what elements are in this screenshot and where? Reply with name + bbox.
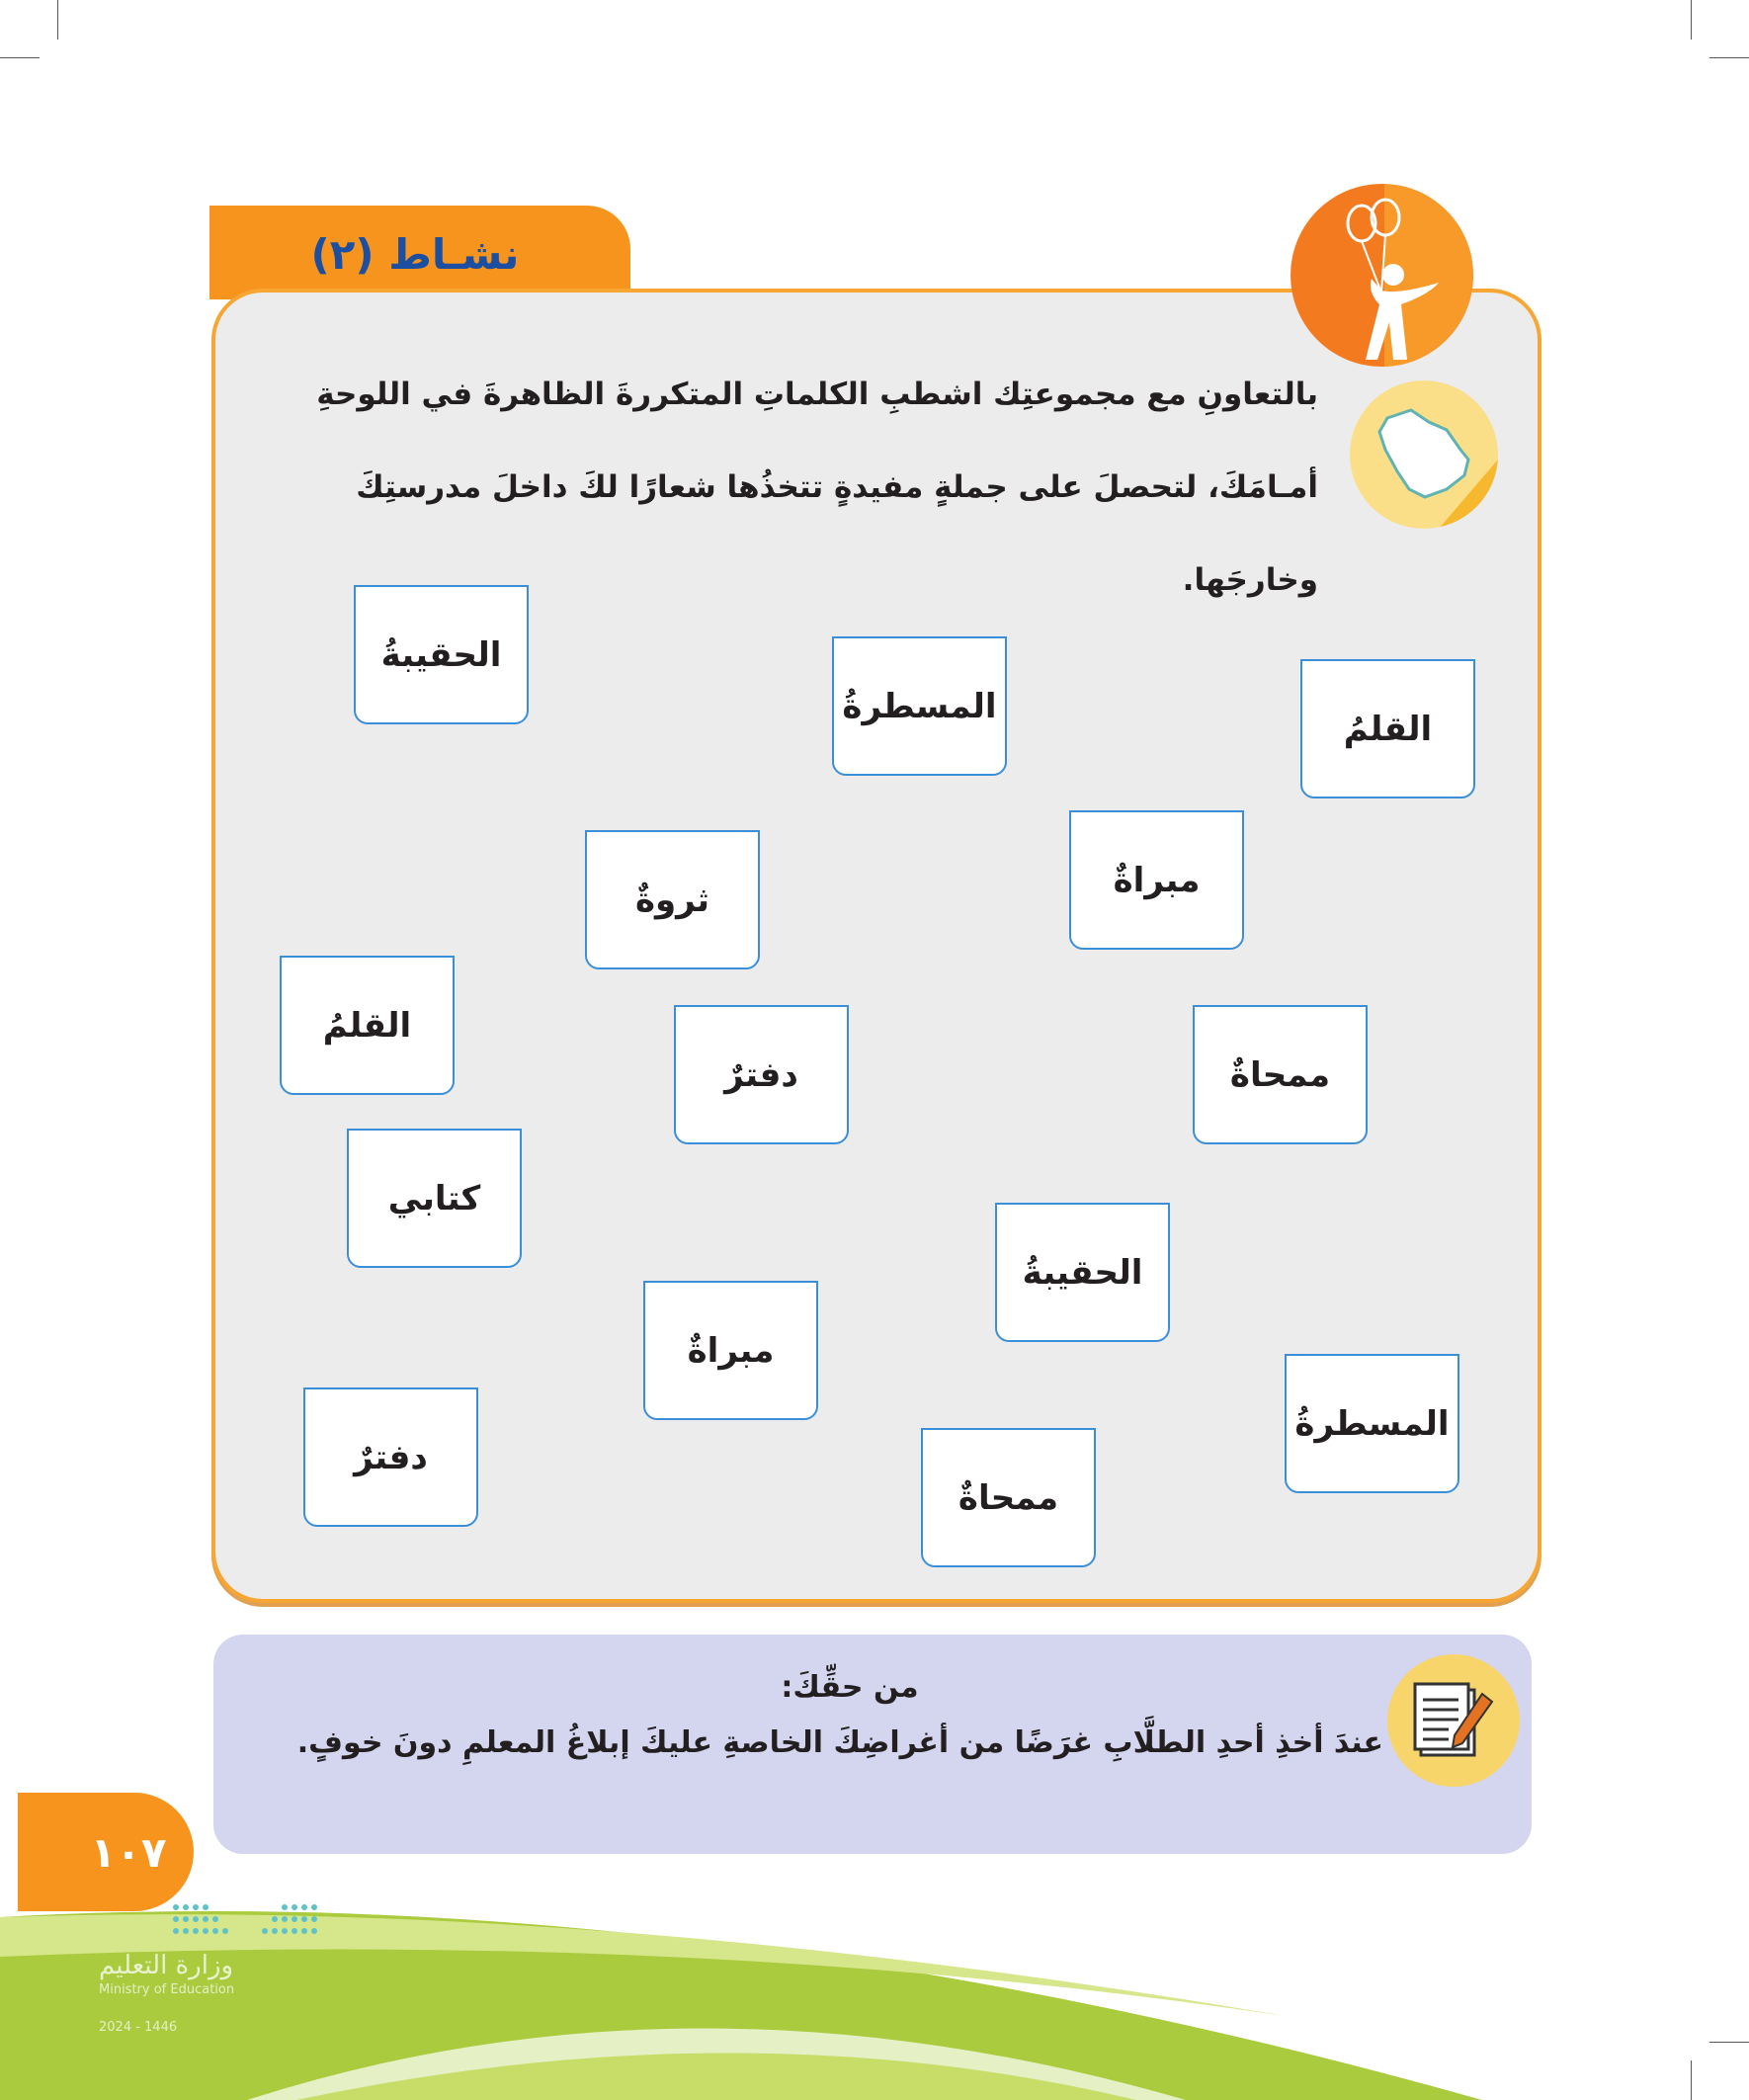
word-card[interactable]: الحقيبةُ [354,585,529,724]
word-card[interactable]: ثروةٌ [585,830,760,969]
notepad-icon [1387,1654,1520,1787]
word-card[interactable]: القلمُ [1300,659,1475,798]
saudi-map-icon [1350,380,1498,529]
word-card[interactable]: دفترٌ [303,1387,478,1527]
word-card[interactable]: القلمُ [280,956,455,1095]
activity-title: نشـاط (٢) [310,230,520,279]
ministry-name-en: Ministry of Education [99,1982,235,1997]
ministry-year: 2024 - 1446 [99,2020,178,2035]
instruction-line: أمـامَكَ، لتحصلَ على جملةٍ مفيدةٍ تتخذُها شعارًا لكَ داخلَ مدرستِكَ [356,469,1318,505]
word-card[interactable]: مبراةٌ [643,1281,818,1420]
page-number: ١٠٧ [90,1828,167,1877]
word-card[interactable]: دفترٌ [674,1005,849,1144]
crop-mark [1691,0,1692,40]
ministry-name-ar: وزارة التعليم [99,1951,234,1980]
word-card[interactable]: مبراةٌ [1069,810,1244,950]
ministry-logo-icon [170,1901,324,1945]
word-card[interactable]: ممحاةٌ [1193,1005,1368,1144]
instruction-line: وخارجَها. [1182,562,1318,598]
crop-mark [57,0,58,40]
activity-badge-icon [1291,184,1473,367]
crop-mark [0,57,40,58]
word-card[interactable]: المسطرةُ [1285,1354,1459,1493]
note-text: عندَ أخذِ أحدِ الطلَّابِ غرَضًا من أغراضِكَ الخاصةِ عليكَ إبلاغُ المعلمِ دونَ خوفٍ. [296,1725,1383,1760]
word-card[interactable]: المسطرةُ [832,636,1007,776]
word-card[interactable]: كتابي [347,1129,522,1268]
note-title: من حقِّكَ: [781,1670,919,1705]
word-card[interactable]: الحقيبةُ [995,1203,1170,1342]
crop-mark [1709,57,1749,58]
instruction-line: بالتعاونِ مع مجموعتِك اشطبِ الكلماتِ المتكررةَ الظاهرةَ في اللوحةِ [316,377,1318,412]
word-card[interactable]: ممحاةٌ [921,1428,1096,1567]
